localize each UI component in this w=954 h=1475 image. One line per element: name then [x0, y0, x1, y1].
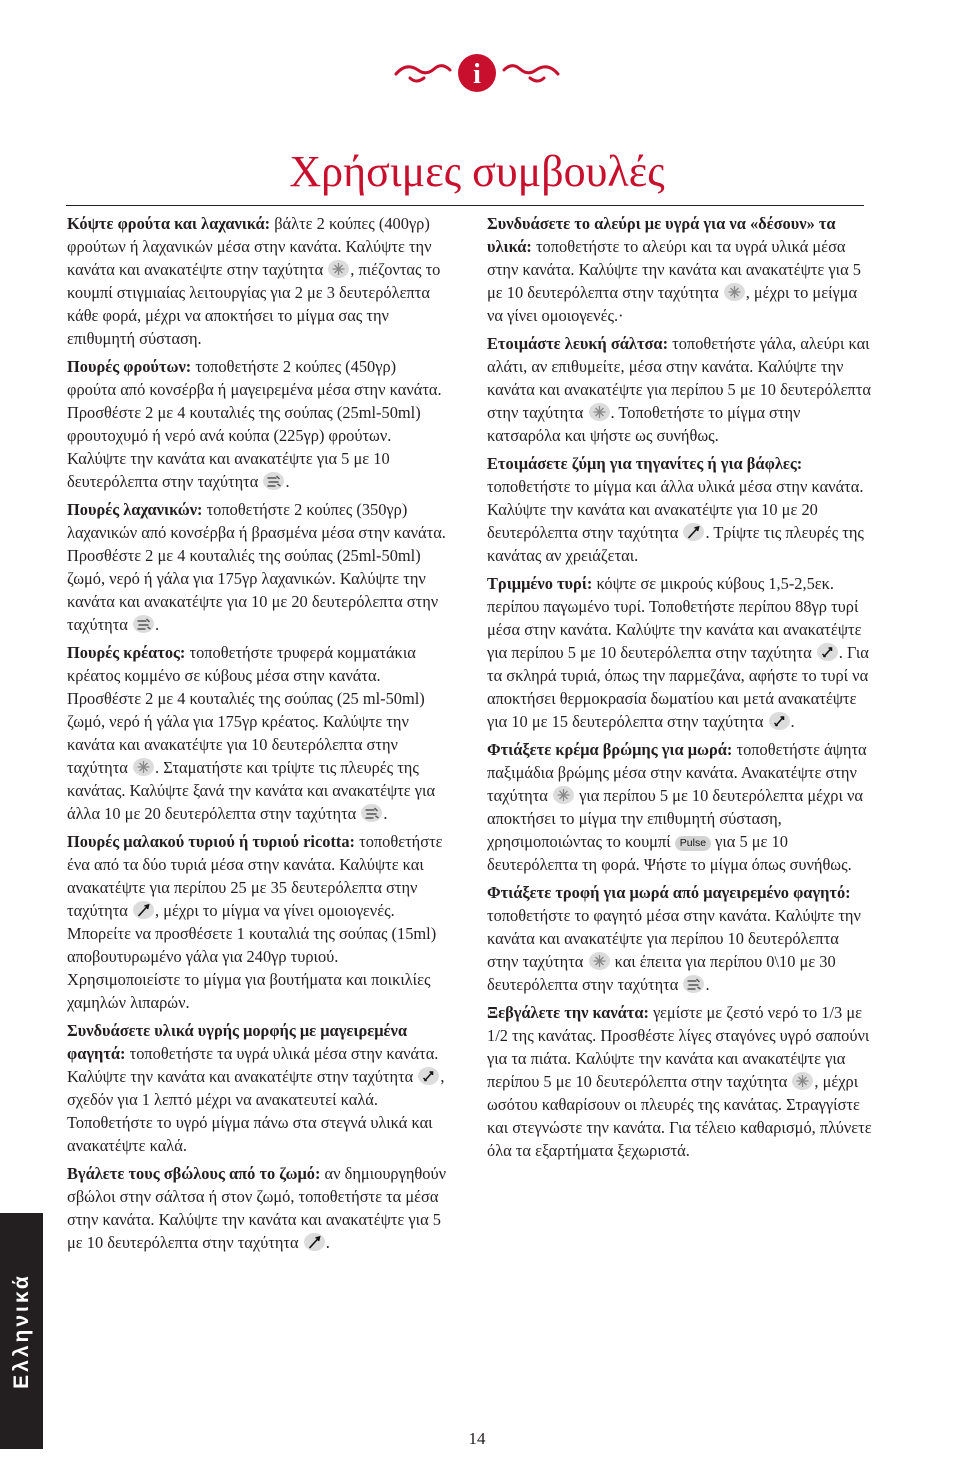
speed-puree-icon [133, 615, 154, 633]
speed-mix-icon [553, 786, 574, 804]
tip-flour-liquids: Συνδυάσετε το αλεύρι με υγρά για να «δέσουν» τα υλικά: τοποθετήστε το αλεύρι και τα υγρά υλικά μέσα στην κανάτα. Καλύψτε την κανάτα και ανακατέψτε για 5 με 10 δευτερόλεπτα στην ταχύτητα , μέχρι το μείγμα να γίνει ομοιογενές.· [487, 214, 861, 325]
tip-grated-cheese: Τριμμένο τυρί: κόψτε σε μικρούς κύβους 1,5-2,5εκ. περίπου παγωμένο τυρί. Τοποθετήστε περίπου 88γρ τυρί μέσα στην κανάτα. Καλύψτε την κανάτα και ανακατέψτε για περίπου 5 με 10 δευτερόλεπτα στην ταχύτητα . Για τα σκληρά τυριά, όπως την παρμεζάνα, αφήστε το τυρί να αποκτήσει θερμοκρασία δωματίου και μετά ανακατέψτε για 10 με 15 δευτερόλεπτα στην ταχύτητα . [487, 574, 869, 731]
speed-stir-icon [817, 643, 838, 661]
tip-heading: Πουρές φρούτων: [67, 357, 192, 376]
tip-vegetable-puree: Πουρές λαχανικών: τοποθετήστε 2 κούπες (350γρ) λαχανικών από κονσέρβα ή βρασμένα μέσα στην κανάτα. Προσθέστε 2 με 4 κουταλιές της σούπας (25ml-50ml) ζωμό, νερό ή γάλα για 175γρ λαχανικών. Καλύψτε την κανάτα και ανακατέψτε για 10 με 20 δευτερόλεπτα στην ταχύτητα . [67, 500, 446, 634]
speed-puree-icon [263, 472, 284, 490]
tip-heading: Συνδυάσετε το αλεύρι με υγρά για να «δέσουν» τα υλικά: [487, 214, 836, 256]
tip-heading: Πουρές κρέατος: [67, 643, 186, 662]
decorative-info-ornament-icon [392, 52, 562, 94]
tip-heading: Φτιάξετε τροφή για μωρά από μαγειρεμένο φαγητό: [487, 883, 851, 902]
tip-fruit-puree: Πουρές φρούτων: τοποθετήστε 2 κούπες (450γρ) φρούτα από κονσέρβα ή μαγειρεμένα μέσα στην κανάτα. Προσθέστε 2 με 4 κουταλιές της σούπας (25ml-50ml) φρουτοχυμό ή νερό ανά κούπα (225γρ) φρούτων. Καλύψτε την κανάτα και ανακατέψτε για 5 με 10 δευτερόλεπτα στην ταχύτητα . [67, 357, 442, 491]
tip-chop-fruits-vegetables: Κόψτε φρούτα και λαχανικά: βάλτε 2 κούπες (400γρ) φρούτων ή λαχανικών μέσα στην κανάτα. Καλύψτε την κανάτα και ανακατέψτε στην ταχύτητα , πιέζοντας το κουμπί στιγμιαίας λειτουργίας για 2 με 3 δευτερόλεπτα κάθε φορά, μέχρι να αποκτήσει το μίγμα σας την επιθυμητή σύσταση. [67, 214, 441, 348]
speed-mix-icon [724, 283, 745, 301]
page-title: Χρήσιμες συμβουλές [289, 147, 665, 196]
speed-stir-icon [418, 1067, 439, 1085]
speed-mix-icon [792, 1072, 813, 1090]
language-side-tab [0, 1213, 43, 1449]
tip-combine-liquids: Συνδυάσετε υλικά υγρής μορφής με μαγειρεμένα φαγητά: τοποθετήστε τα υγρά υλικά μέσα στην κανάτα. Καλύψτε την κανάτα και ανακατέψτε στην ταχύτητα , σχεδόν για 1 λεπτό μέχρι να ανακατευτεί καλά. [67, 1021, 445, 1109]
pulse-button-icon: Pulse [675, 836, 711, 851]
speed-puree-icon [683, 975, 704, 993]
tip-heading: Ετοιμάσετε ζύμη για τηγανίτες ή για βάφλες: [487, 454, 803, 473]
left-column [67, 212, 449, 1259]
title-divider [66, 205, 864, 206]
tip-heading: Ετοιμάστε λευκή σάλτσα: [487, 334, 669, 353]
tip-soft-cheese-puree: Πουρές μαλακού τυριού ή τυριού ricotta: τοποθετήστε ένα από τα δύο τυριά μέσα στην κανάτα. Καλύψτε και ανακατέψτε για περίπου 25 με 35 δευτερόλεπτα στην ταχύτητα , μέχρι το μίγμα να γίνει ομοιογενές. Μπορείτε να προσθέσετε 1 κουταλιά της σούπας (15ml) αποβουτυρωμένο γάλα για 240γρ τυριού. Χρησιμοποιείστε το μίγμα για βουτήματα και ποικιλίες χαμηλών λιπαρών. [67, 832, 443, 1012]
speed-mix-icon [328, 260, 349, 278]
tip-heading: Πουρές λαχανικών: [67, 500, 203, 519]
speed-liquefy-icon [133, 901, 154, 919]
tip-heading: Ξεβγάλετε την κανάτα: [487, 1003, 649, 1022]
tip-heading: Φτιάξετε κρέμα βρώμης για μωρά: [487, 740, 733, 759]
tip-meat-puree: Πουρές κρέατος: τοποθετήστε τρυφερά κομματάκια κρέατος κομμένο σε κύβους μέσα στην κανάτα. Προσθέστε 2 με 4 κουταλιές της σούπας (25 ml-50ml) ζωμό, νερό ή γάλα για 175γρ κρέατος. Καλύψτε την κανάτα και ανακατέψτε για 10 δευτερόλεπτα στην ταχύτητα . Σταματήστε και τρίψτε τις πλευρές της κανάτας. Καλύψτε ξανά την κανάτα και ανακατέψτε για άλλα 10 με 20 δευτερόλεπτα στην ταχύτητα . [67, 643, 436, 823]
speed-liquefy-icon [683, 523, 704, 541]
right-column [487, 212, 872, 1167]
ornament-letter: i [473, 59, 481, 90]
tip-heading: Πουρές μαλακού τυριού ή τυριού ricotta: [67, 832, 356, 851]
tip-white-sauce: Ετοιμάστε λευκή σάλτσα: τοποθετήστε γάλα, αλεύρι και αλάτι, αν επιθυμείτε, μέσα στην κανάτα. Καλύψτε την κανάτα και ανακατέψτε για περίπου 5 με 10 δευτερόλεπτα στην ταχύτητα . Τοποθετήστε το μίγμα στην κατσαρόλα και ψήστε ως συνήθως. [487, 334, 871, 445]
tip-heading: Κόψτε φρούτα και λαχανικά: [67, 214, 271, 233]
tip-baby-oat-cream: Φτιάξετε κρέμα βρώμης για μωρά: τοποθετήστε άψητα παξιμάδια βρώμης μέσα στην κανάτα. Ανακατέψτε στην ταχύτητα για περίπου 5 με 10 δευτερόλεπτα μέχρι να αποκτήσει το μίγμα την επιθυμητή σύσταση, χρησιμοποιώντας το κουμπί Pulse για 5 με 10 δευτερόλεπτα τη φορά. Ψήστε το μίγμα όπως συνήθως. [487, 740, 867, 874]
page-number: 14 [468, 1429, 486, 1448]
speed-puree-icon [361, 804, 382, 822]
tip-heading: Τριμμένο τυρί: [487, 574, 593, 593]
speed-mix-icon [589, 952, 610, 970]
tip-rinse-jar: Ξεβγάλετε την κανάτα: γεμίστε με ζεστό νερό το 1/3 με 1/2 της κανάτας. Προσθέστε λίγες σταγόνες υγρό σαπούνι για τα πιάτα. Καλύψτε την κανάτα και ανακατέψτε για περίπου 5 με 10 δευτερόλεπτα στην ταχύτητα , μέχρι ωσότου καθαρίσουν οι πλευρές της κανάτας. Στραγγίστε και στεγνώστε την κανάτα. Για τέλειο καθαρισμό, πλύνετε όλα τα εξαρτήματα ξεχωριστά. [487, 1003, 872, 1160]
language-label: Ελληνικά [9, 1273, 33, 1389]
tip-heading: Βγάλετε τους σβώλους από το ζωμό: [67, 1164, 321, 1183]
speed-liquefy-icon [304, 1233, 325, 1251]
tip-heading: Συνδυάσετε υλικά υγρής μορφής με μαγειρεμένα φαγητά: [67, 1021, 407, 1063]
speed-mix-icon [589, 403, 610, 421]
tip-remove-lumps: Βγάλετε τους σβώλους από το ζωμό: αν δημιουργηθούν σβώλοι στην σάλτσα ή στον ζωμό, τοποθετήστε τα μέσα στην κανάτα. Καλύψτε την κανάτα και ανακατέψτε για 5 με 10 δευτερόλεπτα στην ταχύτητα . [67, 1164, 447, 1252]
speed-mix-icon [133, 758, 154, 776]
speed-stir-icon [769, 712, 790, 730]
tip-pancake-batter: Ετοιμάσετε ζύμη για τηγανίτες ή για βάφλες: τοποθετήστε το μίγμα και άλλα υλικά μέσα στην κανάτα. Καλύψτε την κανάτα και ανακατέψτε για 10 με 20 δευτερόλεπτα στην ταχύτητα . Τρίψτε τις πλευρές της κανάτας αν χρειάζεται. [487, 454, 864, 565]
tip-combine-liquids-continued: Τοποθετήστε το υγρό μίγμα πάνω στα στεγνά υλικά και ανακατέψτε καλά. [67, 1113, 433, 1155]
tip-baby-food: Φτιάξετε τροφή για μωρά από μαγειρεμένο φαγητό: τοποθετήστε το φαγητό μέσα στην κανάτα. Καλύψτε την κανάτα και ανακατέψτε για περίπου 10 δευτερόλεπτα στην ταχύτητα και έπειτα για περίπου 0\10 με 30 δευτερόλεπτα στην ταχύτητα . [487, 883, 861, 994]
